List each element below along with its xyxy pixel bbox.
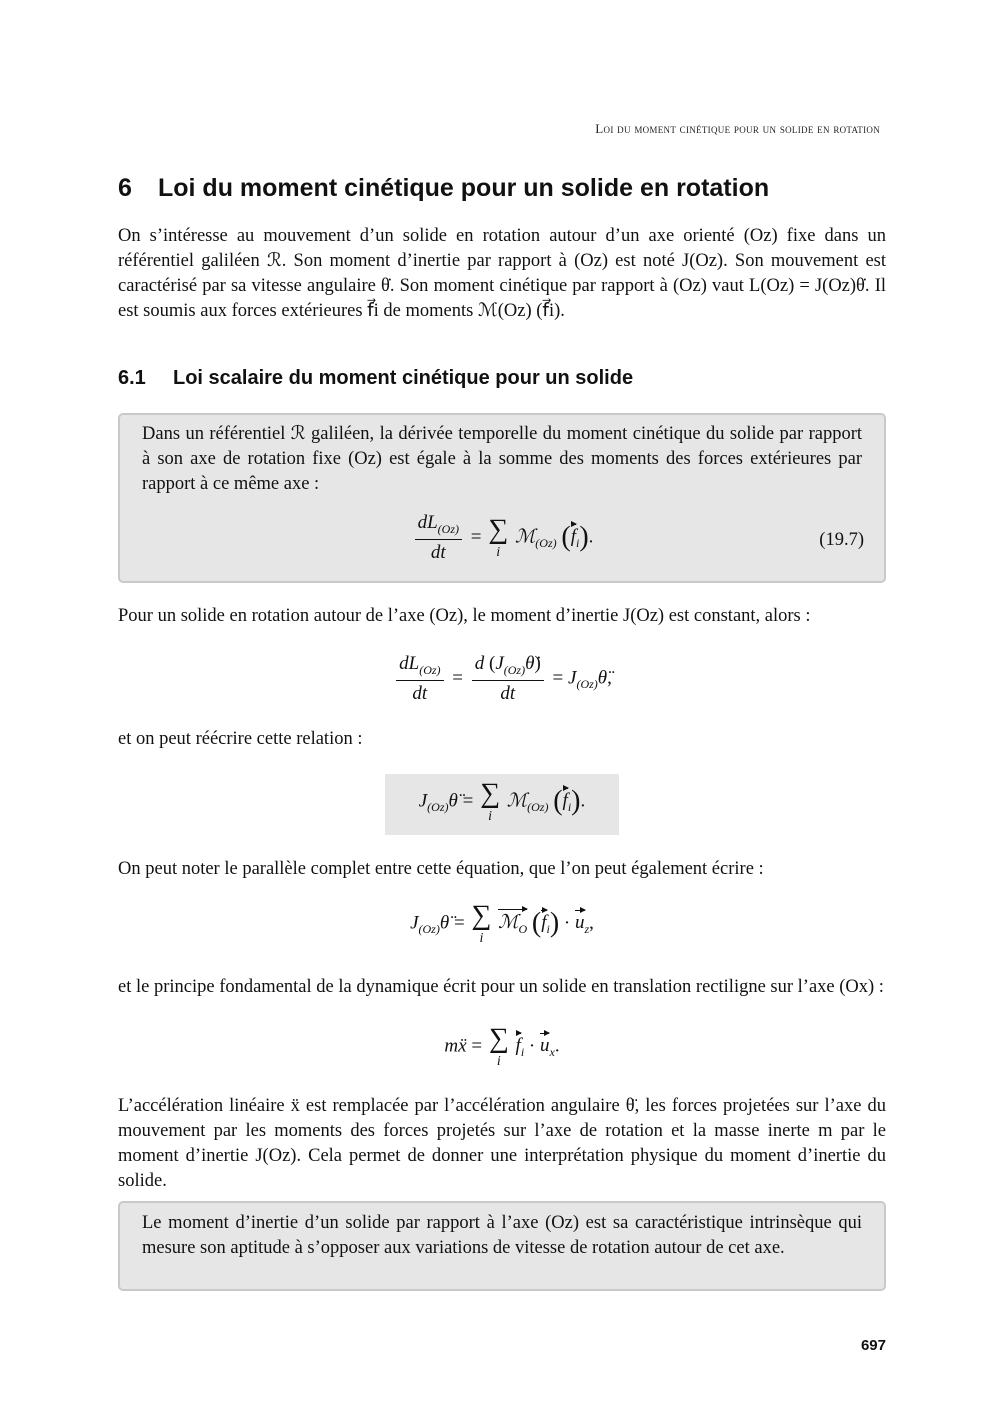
paragraph-rewrite: et on peut réécrire cette relation : xyxy=(118,729,363,749)
subsection-number: 6.1 xyxy=(118,367,146,389)
paragraph-interpretation: L’accélération linéaire ẍ est remplacée par l’accélération angulaire θ̈, les forces projetées sur l’axe du mouvement par les moments des forces projetés sur l’axe de rotation et la masse inerte m par le moment d’inertie J(Oz). Cela permet de donner une interprétation physique du moment d’inertie du solide. xyxy=(118,1096,886,1191)
definition-box xyxy=(118,1201,886,1291)
equation-19-7: $\frac{dL_{(Oz)}}{dt}$ = ∑ i ℳ$_{(Oz)}$ $(f_i)$. (19.7) xyxy=(118,512,886,564)
paragraph-translation: et le principe fondamental de la dynamique écrit pour un solide en translation rectiligne sur l’axe (Ox) : xyxy=(118,977,884,997)
equation-derivative: $\frac{dL_{(Oz)}}{dt}$ = $\frac{d (J_{(Oz)}\thetȧ)}{dt}$ = $J_{(Oz)}\thetä$, xyxy=(118,653,886,705)
paragraph-constant-inertia: Pour un solide en rotation autour de l’axe (Oz), le moment d’inertie J(Oz) est constant, alors : xyxy=(118,606,811,626)
section-title xyxy=(118,174,886,203)
definition-box-text: Le moment d’inertie d’un solide par rapport à l’axe (Oz) est sa caractéristique intrinsèque qui mesure son aptitude à s’opposer aux variations de vitesse de rotation autour de cet axe. xyxy=(142,1213,862,1258)
page-number: 697 xyxy=(860,1337,886,1354)
subsection-title-text: Loi scalaire du moment cinétique pour un solide xyxy=(173,367,634,389)
running-header: Loi du moment cinétique pour un solide en rotation xyxy=(595,121,880,136)
subsection-title xyxy=(118,367,886,390)
section-number: 6 xyxy=(118,174,132,202)
paragraph-parallel: On peut noter le parallèle complet entre cette équation, que l’on peut également écrire : xyxy=(118,859,764,879)
equation-translation: mẍ = ∑ i $f_i \cdot u_x$. xyxy=(444,1023,560,1069)
theorem-box-text: Dans un référentiel ℛ galiléen, la dérivée temporelle du moment cinétique du solide par rapport à son axe de rotation fixe (Oz) est égale à la somme des moments des forces extérieures par rapport à ce même axe : xyxy=(142,424,862,494)
equation-rotation-law: $J_{(Oz)}\thetä$ = ∑ i ℳ$_{(Oz)}$ $(f_i)$. xyxy=(418,778,586,824)
equation-number: (19.7) xyxy=(819,530,864,550)
intro-paragraph: On s’intéresse au mouvement d’un solide en rotation autour d’un axe orienté (Oz) fixe dans un référentiel galiléen ℛ. Son moment d’inertie par rapport à (Oz) est noté J(Oz). Son mouvement est caractérisé par sa vitesse angulaire θ̇. Son moment cinétique par rapport à (Oz) vaut L(Oz) = J(Oz)θ̇. Il est soumis aux forces extérieures f⃗i de moments ℳ(Oz) (f⃗i). xyxy=(118,226,886,321)
equation-vector-form: $J_{(Oz)}\thetä$ = ∑ i ℳ$_O$ $(f_i) \cdot u_z$, xyxy=(410,900,594,946)
section-title-text: Loi du moment cinétique pour un solide en rotation xyxy=(158,174,770,202)
